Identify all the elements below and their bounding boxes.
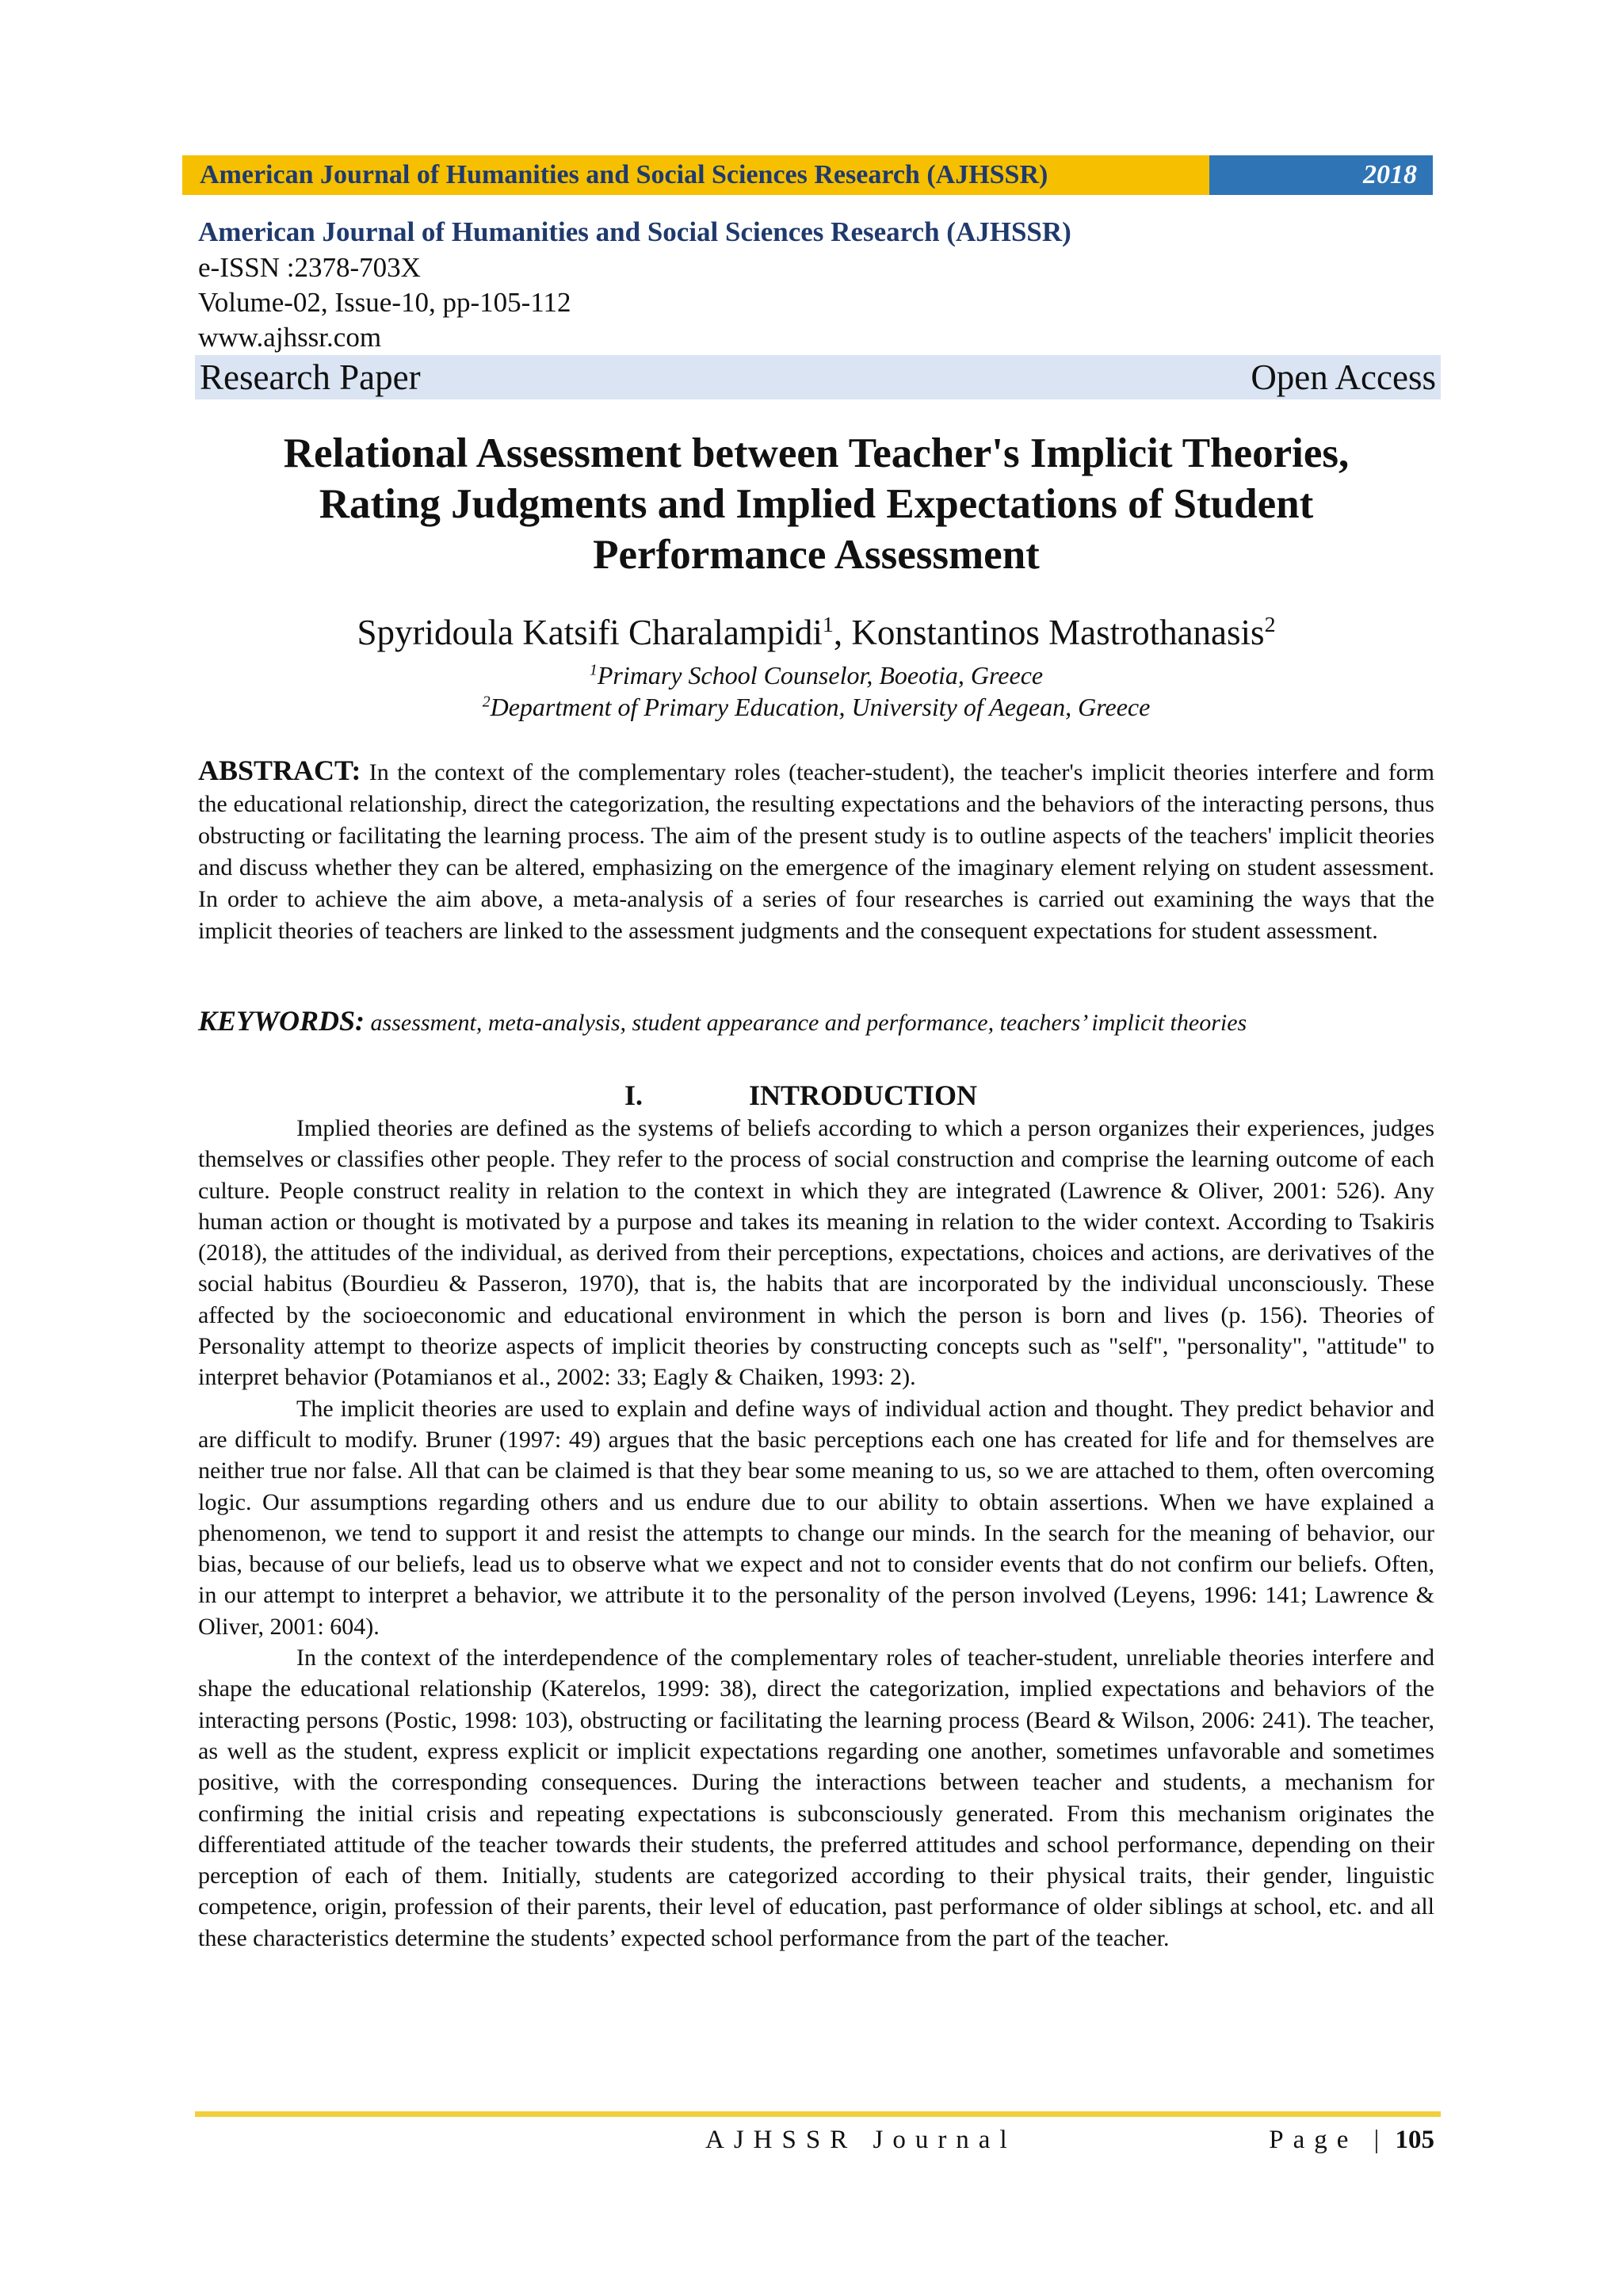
journal-info	[198, 214, 1434, 355]
title-line: Relational Assessment between Teacher's Implicit Theories,	[283, 430, 1350, 476]
journal-website: www.ajhssr.com	[198, 322, 382, 353]
affiliation-text: Department of Primary Education, University of Aegean, Greece	[490, 693, 1151, 721]
author-separator: ,	[833, 613, 852, 652]
journal-name: American Journal of Humanities and Social Sciences Research (AJHSSR)	[198, 216, 1071, 247]
affiliation-text: Primary School Counselor, Boeotia, Greece	[597, 661, 1044, 690]
abstract-text: In the context of the complementary roles (teacher-student), the teacher's implicit theories interfere and form the educational relationship, direct the categorization, the resulting expectations and the behaviors of the interacting persons, thus obstructing or facilitating the learning process. The aim of the present study is to outline aspects of the teachers' implicit theories and discuss whether they can be altered, emphasizing on the emergence of the imaginary element relying on student assessment. In order to achieve the aim above, a meta-analysis of a series of four researches is carried out examining the ways that the implicit theories of teachers are linked to the assessment judgments and the consequent expectations for student assessment.	[198, 759, 1435, 944]
header-journal-name: American Journal of Humanities and Social Sciences Research (AJHSSR)	[182, 155, 1209, 195]
author-name: Spyridoula Katsifi Charalampidi	[357, 613, 823, 652]
abstract	[198, 755, 1434, 947]
author-list	[198, 610, 1434, 655]
affiliation-mark: 1	[589, 661, 598, 679]
page-label: Page |	[1269, 2126, 1389, 2154]
author-affiliation-mark: 1	[822, 613, 834, 637]
title-line: Performance Assessment	[593, 532, 1040, 578]
journal-issn: e-ISSN :2378-703X	[198, 252, 421, 283]
introduction-body	[198, 1113, 1434, 1954]
affiliation	[198, 659, 1434, 691]
section-title: INTRODUCTION	[749, 1079, 978, 1111]
affiliation	[198, 691, 1434, 723]
open-access-label: Open Access	[1251, 357, 1436, 397]
footer-page-number	[1269, 2126, 1434, 2155]
title-line: Rating Judgments and Implied Expectations of Student	[319, 481, 1314, 527]
section-number: I.	[624, 1079, 643, 1111]
paper-type-label: Research Paper	[200, 357, 421, 397]
keywords-text: assessment, meta-analysis, student appearance and performance, teachers’ implicit theories	[370, 1010, 1247, 1036]
page-footer	[198, 2126, 1434, 2160]
journal-header-bar	[182, 155, 1433, 195]
paper-title	[198, 428, 1434, 580]
body-paragraph: Implied theories are defined as the systems of beliefs according to which a person organizes their experiences, judges themselves or classifies other people. They refer to the process of social construction and comprise the learning outcome of each culture. People construct reality in relation to the context in which they are integrated (Lawrence & Oliver, 2001: 526). Any human action or thought is motivated by a purpose and takes its meaning in relation to the wider context. According to Tsakiris (2018), the attitudes of the individual, as derived from their perceptions, expectations, choices and actions, are derivatives of the social habitus (Bourdieu & Passeron, 1970), that is, the habits that are incorporated by the individual unconsciously. These affected by the socioeconomic and educational environment in which the person is born and lives (p. 156). Theories of Personality attempt to theorize aspects of implicit theories by constructing concepts such as "self", "personality", "attitude" to interpret behavior (Potamianos et al., 2002: 33; Eagly & Chaiken, 1993: 2).	[198, 1115, 1434, 1391]
footer-rule	[195, 2111, 1441, 2117]
footer-journal: AJHSSR Journal	[705, 2126, 1017, 2154]
body-paragraph: In the context of the interdependence of the complementary roles of teacher-student, unreliable theories interfere and shape the educational relationship (Katerelos, 1999: 38), direct the categorization, implied expectations and behaviors of the interacting persons (Postic, 1998: 103), obstructing or facilitating the learning process (Beard & Wilson, 2006: 241). The teacher, as well as the student, express explicit or implicit expectations regarding one another, sometimes unfavorable and sometimes positive, with the corresponding consequences. During the interactions between teacher and students, a mechanism for confirming the initial crisis and repeating expectations is subconsciously generated. From this mechanism originates the differentiated attitude of the teacher towards their students, the preferred attitudes and school performance, depending on their perception of each of them. Initially, students are categorized according to their physical traits, their gender, linguistic competence, origin, profession of their parents, their level of education, past performance of older siblings at school, etc. and all these characteristics determine the students’ expected school performance from the part of the teacher.	[198, 1645, 1434, 1951]
author-affiliation-mark: 2	[1264, 613, 1276, 637]
page-number: 105	[1395, 2126, 1434, 2154]
abstract-label: ABSTRACT:	[198, 755, 361, 786]
keywords	[198, 1005, 1434, 1039]
keywords-label: KEYWORDS:	[198, 1005, 365, 1037]
author-name: Konstantinos Mastrothanasis	[851, 613, 1265, 652]
paper-type-bar	[195, 355, 1441, 399]
body-paragraph: The implicit theories are used to explain and define ways of individual action and thought. They predict behavior and are difficult to modify. Bruner (1997: 49) argues that the basic perceptions each one has created for life and for themselves are neither true nor false. All that can be claimed is that they bear some meaning to us, so we are attached to them, often overcoming logic. Our assumptions regarding others and us endure due to our ability to obtain assertions. When we have explained a phenomenon, we tend to support it and resist the attempts to change our minds. In the search for the meaning of behavior, our bias, because of our beliefs, lead us to observe what we expect and not to consider events that do not confirm our beliefs. Often, in our attempt to interpret a behavior, we attribute it to the personality of the person involved (Leyens, 1996: 141; Lawrence & Oliver, 2001: 604).	[198, 1395, 1434, 1640]
header-year: 2018	[1209, 155, 1433, 195]
affiliation-mark: 2	[482, 693, 491, 711]
journal-volume: Volume-02, Issue-10, pp-105-112	[198, 287, 571, 318]
